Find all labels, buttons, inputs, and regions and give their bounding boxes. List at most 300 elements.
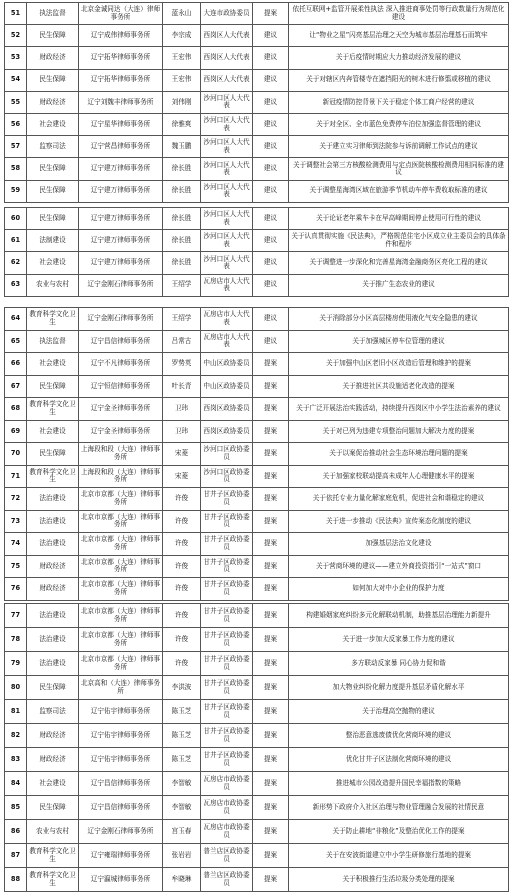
cell-firm: 辽宁昌信律师事务所 <box>79 330 163 353</box>
table-segment-2 <box>4 207 508 297</box>
cell-category: 教育科学文化卫生 <box>27 398 79 421</box>
cell-category: 社会建设 <box>27 353 79 376</box>
cell-firm: 辽宁恒信律师事务所 <box>79 375 163 398</box>
cell-title: 依托互联网+监管开展柔性执法 深入推进商事处罚等行政数量行为规范化建设 <box>289 3 509 25</box>
cell-title: 关于认真贯彻实施《民法典》，严格规范住宅小区成立业主委员会的具体条件和程序 <box>289 230 509 252</box>
cell-type: 提案 <box>253 844 289 868</box>
cell-body: 瓦房店市政协委员 <box>201 772 253 796</box>
cell-type: 建议 <box>253 330 289 353</box>
cell-type: 提案 <box>253 578 289 601</box>
table-row <box>5 868 509 892</box>
cell-category: 民生保障 <box>27 208 79 230</box>
cell-title: 关于对已列为违建专项整治问题加大解决力度的提案 <box>289 420 509 443</box>
table-row <box>5 330 509 353</box>
table-row <box>5 420 509 443</box>
cell-name: 许俊 <box>163 488 201 511</box>
cell-type: 建议 <box>253 274 289 296</box>
cell-title: 优化甘井子区法制化营商环境的建议 <box>289 748 509 772</box>
cell-body: 沙河口区人大代表 <box>201 158 253 180</box>
cell-body: 甘井子区政协委员 <box>201 578 253 601</box>
cell-body: 瓦房店市人大代表 <box>201 308 253 331</box>
table-row <box>5 208 509 230</box>
cell-firm: 辽宁金圣律师事务所 <box>79 398 163 421</box>
cell-body: 甘井子区政协委员 <box>201 652 253 676</box>
cell-firm: 辽宁金圣律师事务所 <box>79 420 163 443</box>
table-row <box>5 465 509 488</box>
cell-category: 财政经济 <box>27 555 79 578</box>
cell-firm: 辽宁瀛城律师事务所 <box>79 868 163 892</box>
cell-title: 关于加强家校联动提高未成年人心理健康水平的提案 <box>289 465 509 488</box>
cell-number: 76 <box>5 578 27 601</box>
cell-name: 许俊 <box>163 604 201 628</box>
cell-type: 建议 <box>253 308 289 331</box>
cell-body: 普兰店区政协委员 <box>201 844 253 868</box>
cell-number: 87 <box>5 844 27 868</box>
cell-number: 53 <box>5 47 27 69</box>
cell-type: 提案 <box>253 604 289 628</box>
cell-type: 提案 <box>253 628 289 652</box>
cell-number: 65 <box>5 330 27 353</box>
cell-number: 60 <box>5 208 27 230</box>
cell-name: 王宏伟 <box>163 69 201 91</box>
cell-title: 整治恶意逃废债优化营商环境的建议 <box>289 724 509 748</box>
cell-category: 民生保障 <box>27 25 79 47</box>
cell-body: 瓦房店市政协委员 <box>201 820 253 844</box>
cell-body: 沙河口区政协委员 <box>201 465 253 488</box>
cell-type: 建议 <box>253 91 289 113</box>
cell-name: 许俊 <box>163 555 201 578</box>
cell-title: 新冠疫情防控背景下关于稳定个体工商户经营的建议 <box>289 91 509 113</box>
table-row <box>5 180 509 202</box>
cell-number: 55 <box>5 91 27 113</box>
cell-number: 69 <box>5 420 27 443</box>
table-row <box>5 252 509 274</box>
cell-category: 社会建设 <box>27 420 79 443</box>
cell-title: 关于对全区、全市蓝色免费停车泊位加强监督管理的建议 <box>289 113 509 135</box>
cell-number: 52 <box>5 25 27 47</box>
cell-firm: 北京高和（大连）律师事务所 <box>79 676 163 700</box>
cell-title: 关于进一步加大反家暴工作力度的建议 <box>289 628 509 652</box>
cell-number: 58 <box>5 158 27 180</box>
cell-type: 建议 <box>253 252 289 274</box>
cell-firm: 上海段和段（大连）律师事务所 <box>79 443 163 466</box>
cell-name: 徐长胜 <box>163 230 201 252</box>
cell-number: 71 <box>5 465 27 488</box>
cell-number: 80 <box>5 676 27 700</box>
cell-category: 教育科学文化卫生 <box>27 844 79 868</box>
table-row <box>5 230 509 252</box>
cell-name: 许俊 <box>163 628 201 652</box>
cell-name: 宋菱 <box>163 465 201 488</box>
cell-name: 徐长胜 <box>163 208 201 230</box>
cell-name: 许俊 <box>163 510 201 533</box>
cell-title: 关于后疫情时期应大力推动经济发展的建议 <box>289 47 509 69</box>
cell-firm: 辽宁昌信律师事务所 <box>79 772 163 796</box>
cell-title: 关于积极推行生活垃圾分类处理的提案 <box>289 868 509 892</box>
cell-number: 78 <box>5 628 27 652</box>
table-row <box>5 308 509 331</box>
cell-number: 74 <box>5 533 27 556</box>
cell-title: 关于治理高空抛物的建议 <box>289 700 509 724</box>
cell-category: 民生保障 <box>27 180 79 202</box>
cell-type: 提案 <box>253 724 289 748</box>
cell-body: 沙河口区人大代表 <box>201 136 253 158</box>
cell-body: 西岗区政协委员 <box>201 420 253 443</box>
cell-type: 提案 <box>253 748 289 772</box>
cell-firm: 辽宁雍瑞律师事务所 <box>79 844 163 868</box>
cell-body: 沙河口区人大代表 <box>201 113 253 135</box>
cell-number: 68 <box>5 398 27 421</box>
cell-type: 提案 <box>253 465 289 488</box>
table-row <box>5 3 509 25</box>
cell-category: 社会建设 <box>27 113 79 135</box>
cell-body: 甘井子区政协委员 <box>201 676 253 700</box>
cell-category: 监察司法 <box>27 700 79 724</box>
cell-firm: 辽宁建万律师事务所 <box>79 208 163 230</box>
table-row <box>5 398 509 421</box>
cell-firm: 北京市京都（大连）律师事务所 <box>79 488 163 511</box>
cell-name: 叶长青 <box>163 375 201 398</box>
cell-firm: 北京市京都（大连）律师事务所 <box>79 533 163 556</box>
cell-title: 推进城市公园改造提升国民幸福指数的策略 <box>289 772 509 796</box>
cell-type: 建议 <box>253 208 289 230</box>
cell-type: 提案 <box>253 555 289 578</box>
cell-body: 瓦房店市人大代表 <box>201 330 253 353</box>
cell-body: 甘井子区政协委员 <box>201 533 253 556</box>
table-row <box>5 652 509 676</box>
cell-type: 提案 <box>253 420 289 443</box>
cell-name: 陈玉芝 <box>163 748 201 772</box>
cell-type: 提案 <box>253 375 289 398</box>
cell-firm: 辽宁金刚石律师事务所 <box>79 820 163 844</box>
cell-type: 建议 <box>253 180 289 202</box>
cell-name: 宫玉春 <box>163 820 201 844</box>
cell-category: 法治建设 <box>27 533 79 556</box>
cell-name: 卫玮 <box>163 398 201 421</box>
cell-number: 70 <box>5 443 27 466</box>
cell-name: 陈玉芝 <box>163 724 201 748</box>
table-segment-4 <box>4 603 508 892</box>
cell-name: 王绍学 <box>163 308 201 331</box>
cell-name: 许俊 <box>163 578 201 601</box>
cell-type: 建议 <box>253 230 289 252</box>
cell-number: 54 <box>5 69 27 91</box>
cell-title: 关于进一步推动《民法典》宣传案态化制度的建议 <box>289 510 509 533</box>
cell-number: 75 <box>5 555 27 578</box>
cell-number: 85 <box>5 796 27 820</box>
cell-firm: 辽宁佑宇律师事务所 <box>79 700 163 724</box>
cell-type: 提案 <box>253 700 289 724</box>
table-row <box>5 443 509 466</box>
table-row <box>5 844 509 868</box>
cell-title: 关于消除部分小区高层楼房使用液化气安全隐患的建议 <box>289 308 509 331</box>
cell-title: 关于建立实习律师到法院参与诉前调解工作试点的建议 <box>289 136 509 158</box>
table-row <box>5 488 509 511</box>
cell-type: 建议 <box>253 136 289 158</box>
cell-title: 多方联动反家暴 同心协力促和谐 <box>289 652 509 676</box>
cell-title: 加大物业纠纷化解力度提升基层矛盾化解水平 <box>289 676 509 700</box>
cell-category: 财政经济 <box>27 47 79 69</box>
table-row <box>5 628 509 652</box>
cell-firm: 北京市京都（大连）律师事务所 <box>79 652 163 676</box>
table-row <box>5 47 509 69</box>
cell-number: 62 <box>5 252 27 274</box>
cell-type: 提案 <box>253 398 289 421</box>
cell-firm: 辽宁刘魏丰律师事务所 <box>79 91 163 113</box>
table-segment-3 <box>4 307 508 601</box>
cell-name: 张岩岩 <box>163 844 201 868</box>
cell-number: 86 <box>5 820 27 844</box>
cell-body: 大连市政协委员 <box>201 3 253 25</box>
cell-firm: 辽宁拓华律师事务所 <box>79 47 163 69</box>
cell-number: 83 <box>5 748 27 772</box>
cell-firm: 辽宁营昌律师事务所 <box>79 136 163 158</box>
cell-name: 许俊 <box>163 533 201 556</box>
table-row <box>5 510 509 533</box>
cell-category: 法制建设 <box>27 230 79 252</box>
table-row <box>5 91 509 113</box>
proposals-table <box>4 2 509 203</box>
cell-category: 民生保障 <box>27 796 79 820</box>
cell-category: 农业与农村 <box>27 274 79 296</box>
cell-type: 提案 <box>253 510 289 533</box>
cell-title: 让“物业之星”闪亮基层治理之天空为城市基层治理基石而筑牢 <box>289 25 509 47</box>
cell-body: 普兰店区政协委员 <box>201 868 253 892</box>
cell-body: 甘井子区政协委员 <box>201 700 253 724</box>
cell-body: 西岗区人大代表 <box>201 47 253 69</box>
cell-number: 67 <box>5 375 27 398</box>
cell-body: 甘井子区政协委员 <box>201 488 253 511</box>
cell-type: 提案 <box>253 796 289 820</box>
cell-title: 关于推进社区共设施适老化改造的提案 <box>289 375 509 398</box>
cell-name: 徐长胜 <box>163 158 201 180</box>
table-row <box>5 700 509 724</box>
cell-number: 81 <box>5 700 27 724</box>
cell-title: 关于对辖区内奔管楼寺在遮挡阳光的树木进行修翦或移植的建议 <box>289 69 509 91</box>
table-row <box>5 158 509 180</box>
cell-body: 沙河口区政协委员 <box>201 443 253 466</box>
cell-type: 提案 <box>253 652 289 676</box>
cell-name: 李宗成 <box>163 25 201 47</box>
cell-number: 73 <box>5 510 27 533</box>
cell-type: 建议 <box>253 158 289 180</box>
cell-category: 法治建设 <box>27 604 79 628</box>
cell-firm: 辽宁昌信律师事务所 <box>79 796 163 820</box>
cell-name: 蓝永山 <box>163 3 201 25</box>
cell-body: 瓦房店市政协委员 <box>201 796 253 820</box>
table-row <box>5 136 509 158</box>
table-row <box>5 69 509 91</box>
cell-category: 财政经济 <box>27 748 79 772</box>
cell-firm: 辽宁金刚石律师事务所 <box>79 308 163 331</box>
cell-name: 徐雅爽 <box>163 113 201 135</box>
cell-firm: 辽宁佑宇律师事务所 <box>79 748 163 772</box>
cell-category: 法治建设 <box>27 652 79 676</box>
cell-title: 关于依托专业力量化解家庭危机，促进社会和谐稳定的建议 <box>289 488 509 511</box>
cell-title: 关于调整进一步深化和完善星海湾金融商务区亮化工程的建议 <box>289 252 509 274</box>
cell-name: 吕常古 <box>163 330 201 353</box>
cell-name: 王宏伟 <box>163 47 201 69</box>
cell-firm: 北京金诚同达（大连）律师事务所 <box>79 3 163 25</box>
cell-body: 沙河口区人大代表 <box>201 208 253 230</box>
cell-category: 执法监督 <box>27 330 79 353</box>
cell-name: 罗势英 <box>163 353 201 376</box>
cell-category: 财政经济 <box>27 724 79 748</box>
table-row <box>5 724 509 748</box>
cell-title: 关于在安波街道建立中小学生研修旅行基地的提案 <box>289 844 509 868</box>
cell-body: 沙河口区人大代表 <box>201 252 253 274</box>
cell-category: 法治建设 <box>27 510 79 533</box>
cell-category: 社会建设 <box>27 252 79 274</box>
cell-number: 84 <box>5 772 27 796</box>
table-row <box>5 748 509 772</box>
cell-name: 卫玮 <box>163 420 201 443</box>
cell-category: 财政经济 <box>27 91 79 113</box>
table-row <box>5 796 509 820</box>
cell-type: 提案 <box>253 868 289 892</box>
table-row <box>5 772 509 796</box>
cell-category: 教育科学文化卫生 <box>27 868 79 892</box>
cell-title: 关于以案促治推动社会生态环境治理问题的提案 <box>289 443 509 466</box>
cell-firm: 辽宁不凡律师事务所 <box>79 353 163 376</box>
cell-category: 民生保障 <box>27 69 79 91</box>
cell-title: 关于防止耕地“非粮化”及整治优化工作的提案 <box>289 820 509 844</box>
cell-number: 79 <box>5 652 27 676</box>
cell-category: 民生保障 <box>27 676 79 700</box>
cell-name: 李洪波 <box>163 676 201 700</box>
cell-number: 56 <box>5 113 27 135</box>
cell-body: 瓦房店市人大代表 <box>201 274 253 296</box>
cell-type: 提案 <box>253 772 289 796</box>
cell-title: 关于调整社会第三方核酸检测费用与定点医院核酸检测费用相同标准的建议 <box>289 158 509 180</box>
table-row <box>5 676 509 700</box>
cell-category: 执法监督 <box>27 3 79 25</box>
cell-number: 63 <box>5 274 27 296</box>
cell-firm: 辽宁星华律师事务所 <box>79 113 163 135</box>
cell-name: 牟晓琳 <box>163 868 201 892</box>
cell-number: 72 <box>5 488 27 511</box>
cell-firm: 辽宁建万律师事务所 <box>79 180 163 202</box>
cell-firm: 北京市京都（大连）律师事务所 <box>79 555 163 578</box>
cell-category: 教育科学文化卫生 <box>27 308 79 331</box>
table-row <box>5 820 509 844</box>
cell-number: 64 <box>5 308 27 331</box>
cell-name: 刘伟刚 <box>163 91 201 113</box>
cell-firm: 北京市京都（大连）律师事务所 <box>79 510 163 533</box>
table-row <box>5 353 509 376</box>
cell-name: 魏玉鹏 <box>163 136 201 158</box>
cell-type: 提案 <box>253 443 289 466</box>
cell-title: 关于加强城区停车位管理的建议 <box>289 330 509 353</box>
cell-category: 农业与农村 <box>27 820 79 844</box>
cell-category: 民生保障 <box>27 375 79 398</box>
cell-category: 法治建设 <box>27 488 79 511</box>
cell-type: 提案 <box>253 488 289 511</box>
cell-title: 构建婚姻家庭纠纷多元化解联动机制，助推基层治理能力新提升 <box>289 604 509 628</box>
cell-firm: 辽宁佑宇律师事务所 <box>79 724 163 748</box>
table-segment-1 <box>4 2 508 203</box>
cell-number: 66 <box>5 353 27 376</box>
cell-category: 法治建设 <box>27 628 79 652</box>
proposals-table <box>4 307 509 601</box>
cell-number: 51 <box>5 3 27 25</box>
cell-number: 61 <box>5 230 27 252</box>
cell-type: 提案 <box>253 533 289 556</box>
cell-type: 提案 <box>253 3 289 25</box>
cell-type: 建议 <box>253 47 289 69</box>
cell-firm: 上海段和段（大连）律师事务所 <box>79 465 163 488</box>
cell-firm: 辽宁建万律师事务所 <box>79 230 163 252</box>
cell-category: 教育科学文化卫生 <box>27 465 79 488</box>
cell-body: 甘井子区政协委员 <box>201 748 253 772</box>
cell-name: 陈玉芝 <box>163 700 201 724</box>
cell-firm: 北京市京都（大连）律师事务所 <box>79 628 163 652</box>
cell-title: 如何加大对中小企业的保护力度 <box>289 578 509 601</box>
cell-title: 关于加强中山区老旧小区改造后管理和维护的提案 <box>289 353 509 376</box>
cell-category: 监察司法 <box>27 136 79 158</box>
cell-type: 建议 <box>253 25 289 47</box>
cell-title: 关于调整星海湾区域在旅游季节机动车停车费收取标准的建议 <box>289 180 509 202</box>
table-row <box>5 274 509 296</box>
cell-body: 甘井子区政协委员 <box>201 724 253 748</box>
proposals-table <box>4 603 509 892</box>
cell-category: 民生保障 <box>27 443 79 466</box>
cell-title: 关于论证老年乘车卡在早高峰期间停止使用可行性的建议 <box>289 208 509 230</box>
cell-title: 关于营商环境的建议——建立外商投资指引“一站式”窗口 <box>289 555 509 578</box>
cell-body: 甘井子区政协委员 <box>201 628 253 652</box>
cell-firm: 北京市京都（大连）律师事务所 <box>79 604 163 628</box>
table-row <box>5 555 509 578</box>
cell-body: 中山区政协委员 <box>201 375 253 398</box>
cell-name: 许俊 <box>163 652 201 676</box>
cell-firm: 辽宁建万律师事务所 <box>79 252 163 274</box>
table-row <box>5 533 509 556</box>
cell-body: 西岗区政协委员 <box>201 398 253 421</box>
cell-body: 沙河口区人大代表 <box>201 180 253 202</box>
cell-number: 77 <box>5 604 27 628</box>
table-row <box>5 25 509 47</box>
cell-body: 甘井子区政协委员 <box>201 604 253 628</box>
cell-type: 建议 <box>253 113 289 135</box>
cell-type: 建议 <box>253 69 289 91</box>
cell-category: 财政经济 <box>27 578 79 601</box>
cell-number: 88 <box>5 868 27 892</box>
cell-body: 沙河口区人大代表 <box>201 230 253 252</box>
cell-category: 社会建设 <box>27 772 79 796</box>
proposals-table <box>4 207 509 297</box>
cell-title: 关于推广生态农业的建议 <box>289 274 509 296</box>
table-row <box>5 375 509 398</box>
cell-name: 李智敏 <box>163 796 201 820</box>
cell-body: 西岗区人大代表 <box>201 69 253 91</box>
cell-firm: 辽宁成伟律师事务所 <box>79 25 163 47</box>
cell-type: 提案 <box>253 353 289 376</box>
cell-firm: 北京市京都（大连）律师事务所 <box>79 578 163 601</box>
cell-category: 民生保障 <box>27 158 79 180</box>
cell-name: 宋菱 <box>163 443 201 466</box>
cell-title: 关于广泛开展法治实践活动，持续提升西岗区中小学生法治素养的建议 <box>289 398 509 421</box>
cell-number: 59 <box>5 180 27 202</box>
cell-name: 王绍学 <box>163 274 201 296</box>
cell-name: 李智敏 <box>163 772 201 796</box>
cell-title: 加强基层法治文化建设 <box>289 533 509 556</box>
cell-number: 82 <box>5 724 27 748</box>
cell-firm: 辽宁建万律师事务所 <box>79 158 163 180</box>
cell-body: 甘井子区政协委员 <box>201 510 253 533</box>
cell-type: 提案 <box>253 676 289 700</box>
cell-body: 西岗区人大代表 <box>201 25 253 47</box>
cell-name: 徐长胜 <box>163 180 201 202</box>
